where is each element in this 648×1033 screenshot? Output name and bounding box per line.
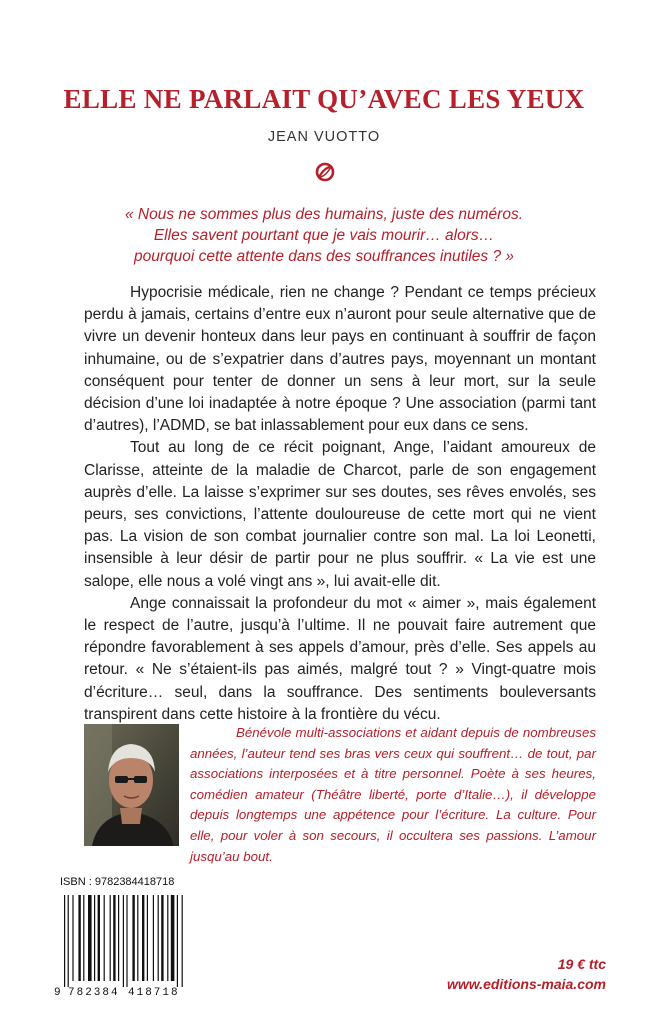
barcode-bar (142, 895, 144, 981)
quote-line: « Nous ne sommes plus des humains, juste des numéros. (124, 206, 524, 223)
barcode-bar (88, 895, 92, 981)
synopsis-paragraph: Hypocrisie médicale, rien ne change ? Pendant ce temps précieux perdu à jamais, certains d’entre eux n’auront pour seule alternative que de vivre un devenir honteux dans leur pays en continuant à souffrir de façon inhumaine, ou de s’expatrier dans d’autres pays, moyennant un montant conséquent pour tenter de donner un sens à leur mort, sur la seule décision d’une loi inadaptée à notre époque ? Une association (parmi tant d’autres), l’ADMD, se bat inlassablement pour eux dans ce sens. (84, 284, 596, 435)
synopsis-paragraph: Ange connaissait la profondeur du mot « aimer », mais également le respect de l’autre, jusqu’à l’ultime. Il ne pouvait faire autrement que répondre favorablement à ses appels d’amour, près d’elle. Ses appels au retour. « Ne s’étaient-ils pas aimés, malgré tout ? » Vingt-quatre mois d’écriture… seul, dans la souffrance. Des sentiments bouleversants transpirent dans cette histoire à la frontière du vécu. (84, 594, 596, 723)
barcode-bar (123, 895, 124, 987)
barcode-bar (78, 895, 80, 981)
ornament-flourish-icon (314, 161, 336, 183)
author-photo (84, 724, 179, 846)
barcode-bar (68, 895, 69, 987)
price-label: 19 € ttc (557, 956, 606, 972)
barcode-bar (161, 895, 163, 981)
barcode-bar (64, 895, 65, 987)
isbn-barcode (52, 893, 192, 998)
barcode-bar (72, 895, 73, 981)
barcode-digit-first: 9 (54, 987, 61, 998)
quote-line: pourquoi cette attente dans des souffrances inutiles ? » (134, 248, 514, 265)
barcode-bar (110, 895, 111, 981)
barcode-bar (177, 895, 178, 987)
quote-line: Elles savent pourtant que je vais mourir… alors… (153, 227, 495, 244)
isbn-label: ISBN : 9782384418718 (60, 876, 175, 888)
author-name: JEAN VUOTTO (267, 129, 381, 145)
barcode-digits-right: 418718 (128, 987, 180, 998)
publisher-website[interactable]: www.editions-maia.com (447, 976, 606, 992)
barcode-bar (104, 895, 105, 981)
epigraph-quote (40, 204, 608, 267)
synopsis (84, 282, 596, 726)
barcode-bar (182, 895, 183, 987)
barcode-bar (171, 895, 175, 981)
barcode-digits-left: 782384 (68, 987, 120, 998)
barcode-bar (126, 895, 127, 987)
barcode-bar (118, 895, 119, 981)
barcode-bar (137, 895, 138, 981)
synopsis-paragraph: Tout au long de ce récit poignant, Ange, l’aidant amoureux de Clarisse, atteinte de la maladie de Charcot, parle de son engagement auprès d’elle. La laisse s’exprimer sur ses doutes, ses rêves envolés, ses peurs, ses convictions, l’attente douloureuse de cette mort qui ne vient pas. La vision de son combat journalier contre son mal. La loi Leonetti, insensible à leur désir de partir pour ne plus souffrir. « La vie est une salope, elle nous a volé vingt ans », lui avait-elle dit. (84, 439, 596, 590)
author-bio: Bénévole multi-associations et aidant depuis de nombreuses années, l’auteur tend ses bras vers ceux qui souffrent… de tout, par associations interposées et à titre personnel. Poète à ses heures, comédien amateur (Théâtre liberté, porte d’Italie…), il développe depuis longtemps une appétence pour l’écriture. La culture. Pour elle, pour voler à son secours, il occultera ses passions. L’amour jusqu’au bout. (190, 725, 596, 864)
barcode-bar (158, 895, 159, 981)
barcode-bar (113, 895, 115, 981)
barcode-bar (94, 895, 95, 981)
barcode-bar (98, 895, 100, 981)
barcode-bar (167, 895, 168, 981)
barcode-bar (153, 895, 154, 981)
barcode-bar (132, 895, 134, 981)
book-title: ELLE NE PARLAIT QU’AVEC LES YEUX (63, 84, 585, 114)
barcode-bar (83, 895, 84, 981)
barcode-bar (147, 895, 148, 981)
